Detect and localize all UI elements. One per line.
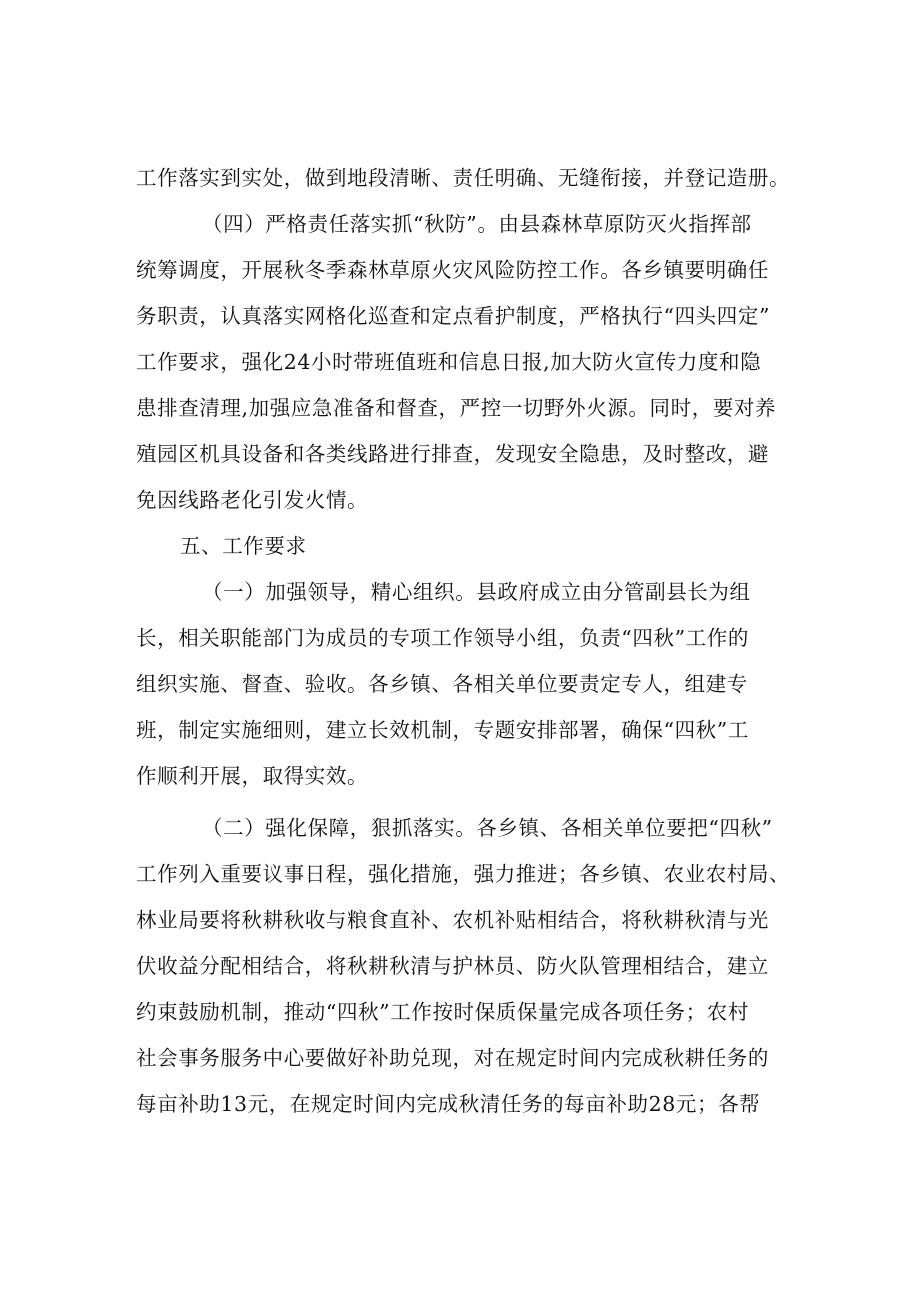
text-line: 统筹调度，开展秋冬季森林草原火灾风险防控工作。各乡镇要明确任 [136,258,769,282]
text-line: 林业局要将秋耕秋收与粮食直补、农机补贴相结合，将秋耕秋清与光 [136,908,769,932]
text-line: 社会事务服务中心要做好补助兑现，对在规定时间内完成秋耕任务的 [136,1046,769,1070]
text-line: 长，相关职能部门为成员的专项工作领导小组，负责“四秋”工作的 [136,626,749,650]
text-line: 患排查清理,加强应急准备和督查，严控一切野外火源。同时，要对养 [136,396,777,420]
text-line: （二）强化保障，狠抓落实。各乡镇、各相关单位要把“四秋” [202,816,773,840]
text-line: 工作要求，强化24小时带班值班和信息日报,加大防火宣传力度和隐 [136,350,762,374]
text-line: 组织实施、督查、验收。各乡镇、各相关单位要责定专人，组建专 [136,672,748,696]
text-line: 务职责，认真落实网格化巡查和定点看护制度，严格执行“四头四定” [136,304,771,328]
text-line: 工作落实到实处，做到地段清晰、责任明确、无缝衔接，并登记造册。 [136,166,791,190]
text-line: （一）加强领导，精心组织。县政府成立由分管副县长为组 [202,580,751,604]
text-line: 作顺利开展，取得实效。 [136,764,369,788]
text-line: 约束鼓励机制，推动“四秋”工作按时保质保量完成各项任务；农村 [136,1000,749,1024]
text-line: 班，制定实施细则，建立长效机制，专题安排部署，确保“四秋”工 [136,718,749,742]
text-line: 免因线路老化引发火情。 [136,488,369,512]
text-line: 殖园区机具设备和各类线路进行排查，发现安全隐患，及时整改，避 [136,442,769,466]
section-heading: 五、工作要求 [180,534,307,558]
text-line: （四）严格责任落实抓“秋防”。由县森林草原防灭火指挥部 [202,212,752,236]
text-line: 工作列入重要议事日程，强化措施，强力推进；各乡镇、农业农村局、 [136,862,791,886]
text-line: 伏收益分配相结合，将秋耕秋清与护林员、防火队管理相结合，建立 [136,954,769,978]
text-line: 每亩补助13元，在规定时间内完成秋清任务的每亩补助28元；各帮 [136,1092,761,1116]
